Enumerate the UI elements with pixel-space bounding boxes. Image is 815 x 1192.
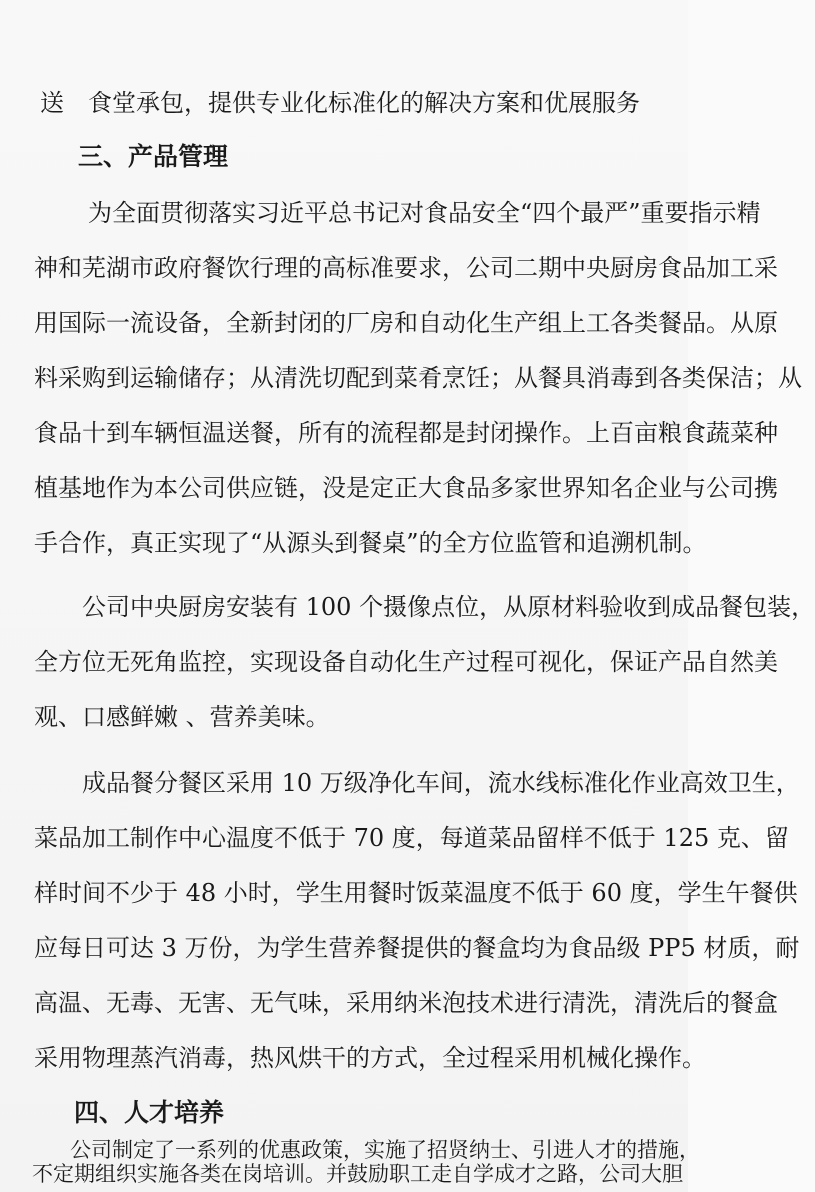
paragraph-line: 成品餐分餐区采用 10 万级净化车间，流水线标准化作业高效卫生，: [82, 769, 800, 797]
section-heading: 四、人才培养: [74, 1098, 225, 1127]
paragraph-line: 观、口感鲜嫩 、营养美味。: [34, 703, 330, 731]
paragraph-line: 公司中央厨房安装有 100 个摄像点位，从原材料验收到成品餐包装，: [82, 593, 815, 621]
paragraph-line: 手合作，真正实现了“从源头到餐桌”的全方位监管和追溯机制。: [34, 529, 707, 557]
text-line: 送 食堂承包，提供专业化标准化的解决方案和优展服务: [40, 89, 640, 117]
paragraph-line: 神和芜湖市政府餐饮行理的高标准要求，公司二期中央厨房食品加工采: [34, 254, 778, 282]
paragraph-line: 样时间不少于 48 小时，学生用餐时饭菜温度不低于 60 度，学生午餐供: [34, 879, 798, 907]
paragraph-line: 高温、无毒、无害、无气味，采用纳米泡技术进行清洗，清洗后的餐盒: [34, 989, 778, 1017]
paragraph-line: 采用物理蒸汽消毒，热风烘干的方式，全过程采用机械化操作。: [34, 1044, 706, 1072]
paragraph-line: 植基地作为本公司供应链，没是定正大食品多家世界知名企业与公司携: [34, 474, 778, 502]
paragraph-line: 公司制定了一系列的优惠政策，实施了招贤纳士、引进人才的措施，: [70, 1138, 700, 1162]
paragraph-line: 全方位无死角监控，实现设备自动化生产过程可视化，保证产品自然美: [34, 648, 778, 676]
paragraph-line: 菜品加工制作中心温度不低于 70 度，每道菜品留样不低于 125 克、留: [34, 824, 789, 852]
paragraph-line: 食品十到车辆恒温送餐，所有的流程都是封闭操作。上百亩粮食蔬菜种: [34, 419, 778, 447]
section-heading: 三、产品管理: [78, 142, 229, 171]
paragraph-line: 不定期组织实施各类在岗培训。并鼓励职工走自学成才之路，公司大胆: [32, 1162, 683, 1186]
paragraph-line: 料采购到运输储存；从清洗切配到菜肴烹饪；从餐具消毒到各类保洁；从: [34, 364, 802, 392]
paragraph-line: 应每日可达 3 万份，为学生营养餐提供的餐盒均为食品级 PP5 材质，耐: [34, 934, 800, 962]
paragraph-line: 为全面贯彻落实习近平总书记对食品安全“四个最严”重要指示精: [88, 199, 761, 227]
paragraph-line: 用国际一流设备，全新封闭的厂房和自动化生产组上工各类餐品。从原: [34, 309, 778, 337]
